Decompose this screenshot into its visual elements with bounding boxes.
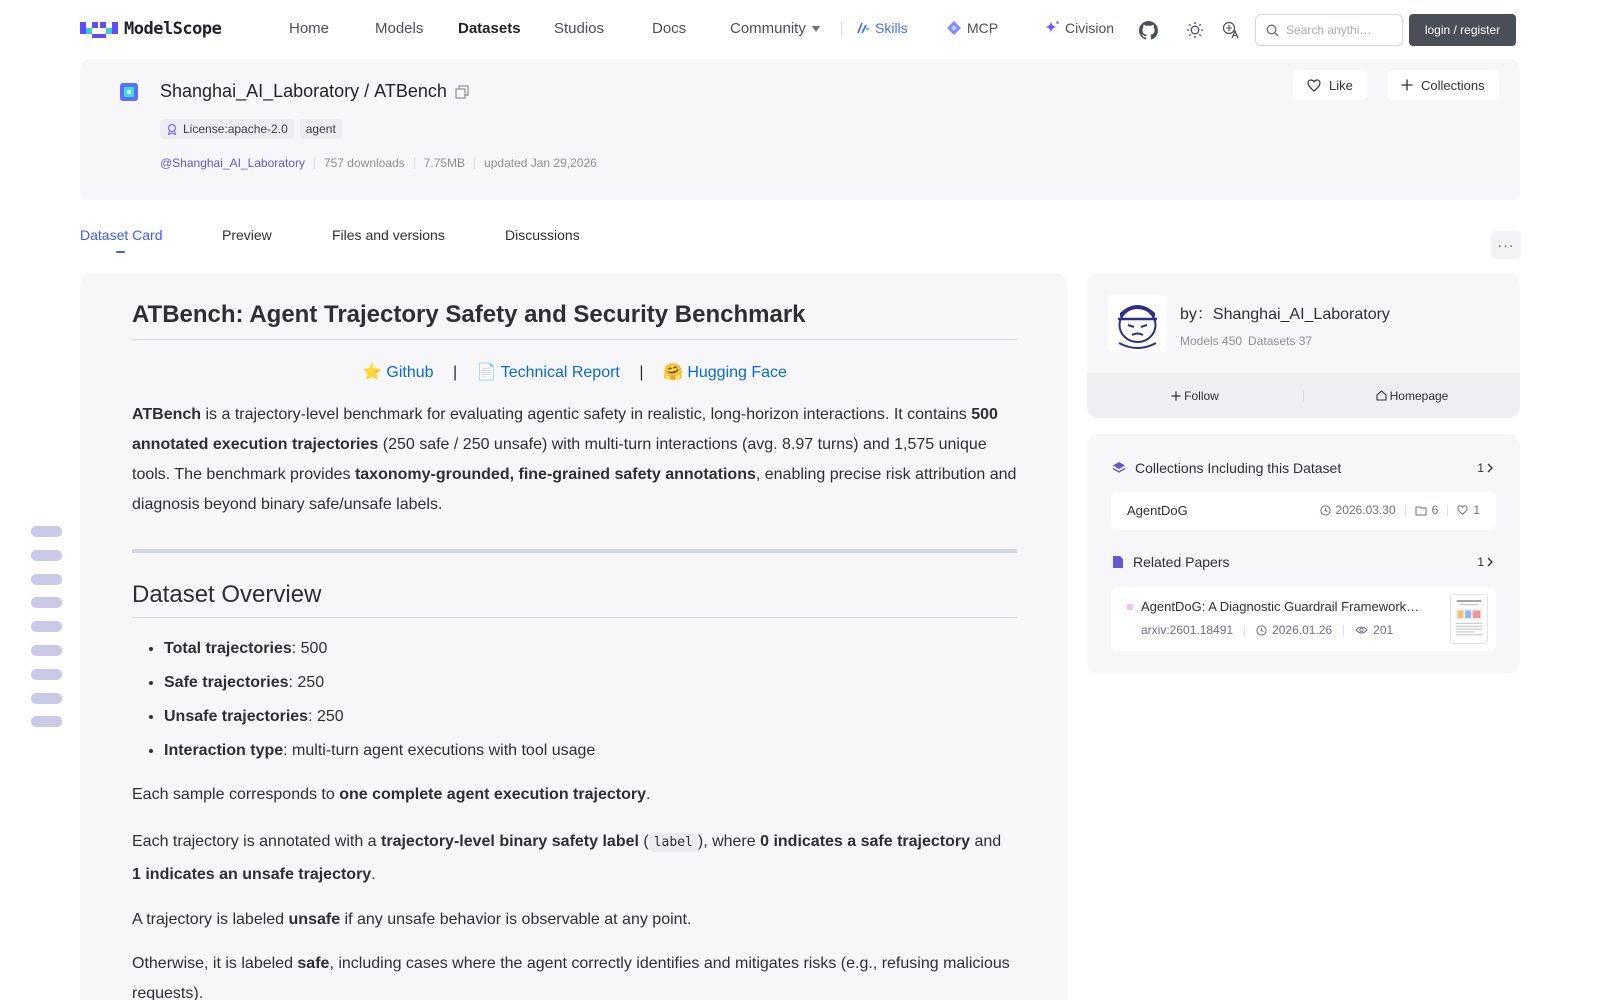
home-icon <box>1376 390 1387 401</box>
follow-label: Follow <box>1184 388 1219 403</box>
sample-paragraph <box>132 780 1017 810</box>
label-text-3: ), where <box>697 833 761 850</box>
intro-text-1: is a trajectory-level benchmark for evaluating agentic safety in realistic, long-horizon interactions. It contains <box>201 406 972 423</box>
hugging-face-icon: 🤗 <box>662 364 683 381</box>
outline-item[interactable] <box>31 645 62 656</box>
nav-mcp[interactable] <box>946 20 998 36</box>
document-icon: 📄 <box>476 364 497 381</box>
list-item-value: : 250 <box>288 674 325 691</box>
chevron-right-icon <box>1486 463 1494 473</box>
intro-bold-3: taxonomy-grounded, fine-grained safety annotations <box>354 466 756 483</box>
label-text-1: Each trajectory is annotated with a <box>132 833 382 850</box>
unsafe-paragraph <box>132 905 1017 935</box>
label-text-5: . <box>371 866 376 883</box>
collection-name: AgentDoG <box>1127 503 1188 518</box>
dataset-size: 7.75MB <box>423 156 466 170</box>
repo-slash: / <box>364 81 370 101</box>
collection-items-value: 6 <box>1431 503 1439 517</box>
author-stats <box>1180 334 1312 348</box>
list-item-label: Safe trajectories <box>164 674 289 691</box>
tab-dataset-card[interactable]: Dataset Card <box>80 227 163 243</box>
list-item-value: : 500 <box>291 640 328 657</box>
meta-divider <box>314 157 315 169</box>
outline-item[interactable] <box>31 574 62 585</box>
paper-item[interactable] <box>1111 587 1496 651</box>
eye-icon <box>1355 625 1368 635</box>
intro-bold-2: 500 annotated execution trajectories <box>132 406 998 453</box>
theme-toggle-icon[interactable] <box>1185 20 1205 40</box>
dataset-card-content <box>80 273 1067 1000</box>
author-name[interactable]: by：Shanghai_AI_Laboratory <box>1180 306 1390 323</box>
outline-item[interactable] <box>31 669 62 680</box>
nav-models[interactable]: Models <box>375 20 424 37</box>
intro-text-2: (250 safe / 250 unsafe) with multi-turn interactions (avg. 8.97 turns) and 1,575 unique tools. The benchmark provides <box>132 436 987 483</box>
label-bold-3: 1 indicates an unsafe trajectory <box>132 866 372 883</box>
safe-bold: safe <box>297 955 330 972</box>
paper-icon <box>1112 555 1124 569</box>
nav-civision[interactable] <box>1044 20 1114 36</box>
github-link[interactable]: Github <box>386 364 434 381</box>
plus-icon <box>1401 79 1413 91</box>
homepage-button[interactable] <box>1304 389 1520 403</box>
list-item <box>164 700 1017 734</box>
outline-item[interactable] <box>31 526 62 537</box>
readme-links <box>132 362 1017 382</box>
heart-icon <box>1307 79 1321 92</box>
list-item <box>164 666 1017 700</box>
paper-bullet <box>1127 604 1133 610</box>
related-resources-card <box>1087 434 1520 674</box>
dataset-meta <box>160 156 597 170</box>
dataset-title <box>160 81 469 102</box>
paper-title: AgentDoG: A Diagnostic Guardrail Framework… <box>1141 599 1420 614</box>
outline-item[interactable] <box>31 621 62 632</box>
modelscope-logo[interactable] <box>80 18 221 40</box>
overview-list <box>132 632 1017 768</box>
safe-text-1: Otherwise, it is labeled <box>132 955 298 972</box>
list-item-value: : 250 <box>308 708 344 725</box>
search-input[interactable] <box>1286 23 1396 37</box>
download-count: 757 downloads <box>323 156 405 170</box>
org-link[interactable]: @Shanghai_AI_Laboratory <box>160 156 305 170</box>
search-icon <box>1266 24 1279 37</box>
license-tag-label: License:apache-2.0 <box>183 122 288 136</box>
label-text-2: ( <box>638 833 649 850</box>
papers-count-link[interactable] <box>1477 555 1494 569</box>
overview-heading: Dataset Overview <box>132 579 1017 618</box>
collection-date-value: 2026.03.30 <box>1335 503 1396 517</box>
sample-bold: one complete agent execution trajectory <box>339 786 646 803</box>
safe-text-2: , including cases where the agent correctly identifies and mitigates risks (e.g., refusing malicious requests). <box>132 955 1010 1000</box>
technical-report-link[interactable]: Technical Report <box>500 364 620 381</box>
collections-button[interactable] <box>1387 70 1499 100</box>
collections-title: Collections Including this Dataset <box>1135 460 1342 476</box>
paper-meta <box>1141 623 1393 637</box>
repo-name: ATBench <box>374 81 447 101</box>
list-item <box>164 632 1017 666</box>
meta-divider <box>1244 625 1245 636</box>
active-tab-indicator <box>116 251 125 253</box>
paper-views-value: 201 <box>1373 623 1394 637</box>
modelscope-logo-icon <box>80 18 118 40</box>
author-card <box>1087 273 1520 418</box>
like-label: Like <box>1329 77 1353 93</box>
meta-divider <box>1447 505 1448 516</box>
nav-community-label: Community <box>730 20 806 37</box>
license-tag[interactable] <box>160 119 294 139</box>
github-icon[interactable] <box>1138 20 1158 40</box>
skills-icon <box>856 21 870 35</box>
list-item-label: Unsafe trajectories <box>164 708 309 725</box>
collection-item[interactable] <box>1111 492 1496 530</box>
link-separator: | <box>453 364 458 381</box>
meta-divider <box>474 157 475 169</box>
repo-owner[interactable]: Shanghai_AI_Laboratory <box>160 81 360 101</box>
safe-paragraph <box>132 949 1017 1000</box>
meta-divider <box>1405 505 1406 516</box>
nav-community-dropdown[interactable] <box>730 20 820 37</box>
nav-home[interactable]: Home <box>289 20 330 37</box>
list-item-label: Total trajectories <box>164 640 292 657</box>
paper-thumbnail <box>1450 594 1488 644</box>
clock-icon <box>1256 625 1267 636</box>
collection-date <box>1320 503 1396 517</box>
outline-item[interactable] <box>31 550 62 561</box>
nav-datasets[interactable]: Datasets <box>458 20 521 37</box>
nav-skills[interactable] <box>856 20 908 36</box>
label-code: label <box>649 833 698 852</box>
collections-section-title <box>1112 460 1341 476</box>
paper-date <box>1256 623 1332 637</box>
nav-docs[interactable]: Docs <box>652 20 687 37</box>
unsafe-text-1: A trajectory is labeled <box>132 911 289 928</box>
more-options-button[interactable]: ··· <box>1491 231 1521 259</box>
papers-title: Related Papers <box>1133 554 1230 570</box>
collection-items <box>1415 503 1439 517</box>
collections-count: 1 <box>1477 461 1484 475</box>
sparkle-icon <box>1044 20 1060 36</box>
readme-title: ATBench: Agent Trajectory Safety and Security Benchmark <box>132 301 1017 340</box>
collections-count-link[interactable] <box>1477 461 1494 475</box>
search-box[interactable] <box>1255 14 1403 46</box>
language-icon[interactable] <box>1221 20 1241 40</box>
copy-icon[interactable] <box>455 85 469 99</box>
plus-icon <box>1171 391 1181 401</box>
unsafe-bold: unsafe <box>288 911 341 928</box>
heart-icon <box>1457 505 1468 515</box>
unsafe-text-2: if any unsafe behavior is observable at any point. <box>340 911 692 928</box>
org-avatar-icon <box>120 83 138 101</box>
logo-wordmark: ModelScope <box>124 19 222 39</box>
table-of-contents-outline <box>31 526 62 740</box>
paper-date-value: 2026.01.26 <box>1272 623 1333 637</box>
updated-date: updated Jan 29,2026 <box>484 156 597 170</box>
paper-views <box>1355 623 1393 637</box>
author-avatar[interactable] <box>1108 295 1167 352</box>
list-item-label: Interaction type <box>164 742 284 759</box>
author-datasets-count[interactable]: Datasets 37 <box>1248 334 1313 348</box>
author-models-count[interactable]: Models 450 <box>1180 334 1243 348</box>
collection-meta <box>1320 503 1480 517</box>
dataset-header <box>80 59 1520 200</box>
collections-label: Collections <box>1421 77 1485 93</box>
nav-civision-label: Civision <box>1065 20 1115 36</box>
star-icon: ⭐ <box>362 364 382 381</box>
sample-text-2: . <box>645 786 651 803</box>
author-actions <box>1087 373 1520 418</box>
list-item <box>164 734 1017 768</box>
topic-tag[interactable]: agent <box>300 119 342 139</box>
label-bold-1: trajectory-level binary safety label <box>381 833 639 850</box>
label-bold-2: 0 indicates a safe trajectory <box>760 833 970 850</box>
intro-paragraph <box>132 400 1017 520</box>
meta-divider <box>414 157 415 169</box>
dataset-tags <box>160 119 342 139</box>
label-paragraph <box>132 826 1017 891</box>
login-register-button[interactable]: login / register <box>1409 14 1516 46</box>
chevron-right-icon <box>1486 557 1494 567</box>
tab-preview[interactable]: Preview <box>222 227 272 243</box>
clock-icon <box>1320 505 1331 516</box>
papers-count: 1 <box>1477 555 1484 569</box>
hugging-face-link[interactable]: Hugging Face <box>687 364 787 381</box>
collection-likes <box>1457 503 1480 517</box>
meta-divider <box>1343 625 1344 636</box>
list-item-value: : multi-turn agent executions with tool usage <box>283 742 596 759</box>
collection-likes-value: 1 <box>1473 503 1480 517</box>
nav-skills-label: Skills <box>875 20 908 36</box>
nav-mcp-label: MCP <box>967 20 999 36</box>
label-text-4: and <box>970 833 1002 850</box>
nav-divider <box>841 22 842 36</box>
chevron-down-icon <box>812 26 820 32</box>
nav-studios[interactable]: Studios <box>554 20 605 37</box>
like-button[interactable] <box>1293 70 1367 100</box>
papers-section-title <box>1112 554 1230 570</box>
follow-button[interactable] <box>1087 389 1303 403</box>
intro-text-3: , enabling precise risk attribution and diagnosis beyond binary safe/unsafe labels. <box>132 466 1017 513</box>
link-separator: | <box>639 364 644 381</box>
folder-icon <box>1415 505 1427 516</box>
outline-item[interactable] <box>31 716 62 727</box>
tab-discussions[interactable]: Discussions <box>505 227 580 243</box>
license-icon <box>166 123 178 135</box>
intro-bold-1: ATBench <box>132 406 202 423</box>
paper-arxiv-id: arxiv:2601.18491 <box>1141 623 1234 637</box>
top-navigation <box>0 0 1600 58</box>
sample-text-1: Each sample corresponds to <box>132 786 340 803</box>
outline-item[interactable] <box>31 693 62 704</box>
section-divider <box>132 549 1017 553</box>
tab-files-and-versions[interactable]: Files and versions <box>332 227 445 243</box>
outline-item[interactable] <box>31 597 62 608</box>
homepage-label: Homepage <box>1389 388 1449 403</box>
mcp-icon <box>946 20 962 36</box>
layers-icon <box>1112 461 1126 475</box>
